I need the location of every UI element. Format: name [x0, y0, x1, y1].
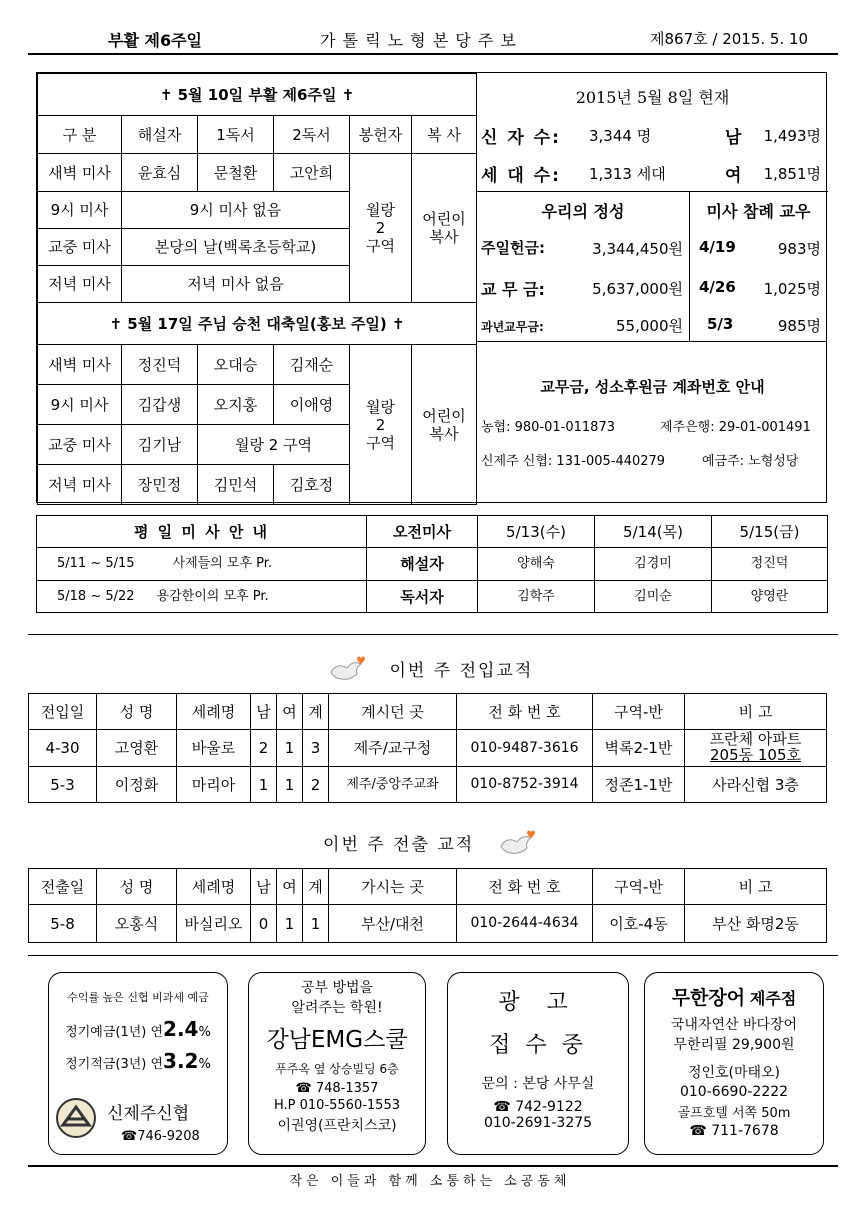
ad2-line1: 공부 방법을 [300, 980, 374, 996]
col-female: 여 [277, 694, 303, 730]
top-block [36, 72, 827, 503]
cell: 1 [303, 905, 329, 943]
table-row [29, 905, 827, 943]
ad4-tel2: ☎ 711-7678 [689, 1123, 779, 1139]
cell: 오지홍 [198, 385, 274, 425]
weekday-role-2: 독서자 [367, 581, 478, 613]
ad4-loc: 골프호텔 서쪽 50m [677, 1106, 791, 1121]
col-reading1: 1독서 [198, 116, 274, 154]
ad2-hp: H.P 010-5560-1553 [273, 1098, 400, 1113]
offering-past-label: 과년교무금: [481, 320, 544, 334]
offering-sunday-label: 주일헌금: [481, 239, 545, 257]
col-offering: 봉헌자 [350, 116, 412, 154]
male-value: 1,493명 [763, 127, 821, 145]
section-rule [28, 634, 838, 635]
col-district: 구역-반 [593, 694, 685, 730]
credit-union-logo-icon [55, 1097, 97, 1143]
attend-date-2: 4/26 [699, 278, 736, 296]
stats-divider [477, 191, 828, 192]
mass-9am: 9시 미사 [38, 385, 122, 425]
col-district: 구역-반 [593, 869, 685, 905]
transfer-in-heading [0, 652, 860, 690]
account-title: 교무금, 성소후원금 계좌번호 안내 [540, 378, 765, 396]
account-nh: 농협: 980-01-011873 [481, 420, 615, 435]
cell: 김기남 [122, 425, 198, 465]
attendance-title: 미사 참례 교우 [706, 202, 811, 221]
footer-slogan: 작은 이들과 함께 소통하는 소공동체 [289, 1174, 571, 1189]
stats-date: 2015년 5월 8일 현재 [575, 88, 730, 107]
weekday-date-2: 5/14(목) [595, 516, 712, 548]
cell: 김호정 [274, 465, 350, 505]
offering-dues-value: 5,637,000원 [592, 280, 683, 298]
mass-main: 교중 미사 [38, 229, 122, 266]
cell: 김갑생 [122, 385, 198, 425]
transfer-in-title: 이번 주 전입교적 [389, 660, 534, 681]
offering-group: 월랑 2 구역 [350, 345, 412, 505]
ad3-tel: ☎ 742-9122 [493, 1099, 583, 1115]
ad3-contact: 문의 : 본당 사무실 [481, 1076, 595, 1092]
header-week: 부활 제6주일 [108, 31, 202, 50]
mass-dawn: 새벽 미사 [38, 345, 122, 385]
transfer-out-heading [0, 826, 860, 864]
transfer-out-table [28, 868, 827, 943]
col-commentator: 해설자 [122, 116, 198, 154]
cell: 1 [277, 905, 303, 943]
ad4-line2: 무한리필 29,900원 [673, 1037, 795, 1053]
members-label: 신 자 수: [481, 128, 561, 148]
schedule1-title: ✝ 5월 10일 부활 제6주일 ✝ [38, 74, 477, 116]
cell: 2 [251, 730, 277, 767]
footer-rule [28, 1165, 838, 1167]
cell: 바울로 [177, 730, 251, 767]
cell: 9시 미사 없음 [122, 192, 350, 229]
attend-date-1: 4/19 [699, 238, 736, 256]
ad3-line1: 광 고 [498, 990, 578, 1015]
cell: 벽록2-1반 [593, 730, 685, 767]
cell: 이호-4동 [593, 905, 685, 943]
cell: 월랑 2 구역 [198, 425, 350, 465]
col-to: 가시는 곳 [329, 869, 457, 905]
ad4-line1: 국내자연산 바다장어 [670, 1017, 798, 1033]
cell: 이정화 [97, 767, 177, 803]
ad3-line2: 접 수 중 [489, 1033, 587, 1058]
col-male: 남 [251, 694, 277, 730]
households-value: 1,313 세대 [589, 165, 666, 183]
attend-count-3: 985명 [777, 317, 821, 335]
col-phone: 전 화 번 호 [457, 869, 593, 905]
ad3-tel2: 010-2691-3275 [483, 1115, 593, 1131]
ad2-addr: 푸주옥 옆 상승빌딩 6층 [275, 1062, 399, 1076]
ad1-line1: 정기예금(1년) 연2.4% [65, 1017, 211, 1041]
cell: 윤효심 [122, 154, 198, 192]
cell: 010-2644-4634 [457, 905, 593, 943]
transfer-out-title: 이번 주 전출 교적 [323, 834, 475, 855]
col-total: 계 [303, 694, 329, 730]
mass-main: 교중 미사 [38, 425, 122, 465]
cell: 바실리오 [177, 905, 251, 943]
col-phone: 전 화 번 호 [457, 694, 593, 730]
table-row [29, 767, 827, 803]
col-out-date: 전출일 [29, 869, 97, 905]
header-issue: 제867호 / 2015. 5. 10 [650, 30, 809, 48]
ad4-name: 무한장어 제주점 [671, 987, 797, 1009]
ad4-tel: 010-6690-2222 [679, 1084, 789, 1100]
ad1-line2: 정기적금(3년) 연3.2% [65, 1049, 211, 1073]
cell: 1 [251, 767, 277, 803]
weekday-morning: 오전미사 [367, 516, 478, 548]
cell: 제주/중앙주교좌 [329, 767, 457, 803]
cell: 정진덕 [712, 548, 828, 581]
col-baptism: 세례명 [177, 694, 251, 730]
cell: 김미순 [595, 581, 712, 613]
col-category: 구 분 [38, 116, 122, 154]
cell: 5-3 [29, 767, 97, 803]
weekday-row-1-group: 5/11 ~ 5/15 사제들의 모후 Pr. [37, 548, 367, 581]
mass-dawn: 새벽 미사 [38, 154, 122, 192]
schedule2-title: ✝ 5월 17일 주님 승천 대축일(홍보 주일) ✝ [38, 303, 477, 345]
cell: 문철환 [198, 154, 274, 192]
mass-evening: 저녁 미사 [38, 266, 122, 303]
cell: 오대승 [198, 345, 274, 385]
cell: 양해숙 [478, 548, 595, 581]
account-jeju: 제주은행: 29-01-001491 [660, 420, 811, 435]
cell: 프란체 아파트 205동 105호 [685, 730, 827, 767]
col-male: 남 [251, 869, 277, 905]
cell: 부산/대천 [329, 905, 457, 943]
header-title: 가 톨 릭 노 형 본 당 주 보 [320, 31, 517, 50]
cell: 김재순 [274, 345, 350, 385]
ad2-owner: 이권영(프란치스코) [277, 1118, 397, 1134]
altar-group: 어린이 복사 [412, 345, 477, 505]
table-row [29, 730, 827, 767]
cell: 010-9487-3616 [457, 730, 593, 767]
col-altar: 복 사 [412, 116, 477, 154]
col-name: 성 명 [97, 869, 177, 905]
cell: 오홍식 [97, 905, 177, 943]
ad2-tel: ☎ 748-1357 [295, 1081, 379, 1096]
cell: 본당의 날(백록초등학교) [122, 229, 350, 266]
offering-past-value: 55,000원 [616, 317, 683, 335]
ad2-line2: 알려주는 학원! [291, 1000, 383, 1016]
stats-panel [476, 73, 827, 341]
offering-group: 월랑 2 구역 [350, 154, 412, 303]
col-total: 계 [303, 869, 329, 905]
female-value: 1,851명 [763, 165, 821, 183]
ad2-name: 강남EMG스쿨 [266, 1027, 408, 1053]
attend-date-3: 5/3 [707, 315, 734, 333]
attend-count-1: 983명 [777, 240, 821, 258]
account-holder: 예금주: 노형성당 [702, 454, 799, 469]
cell: 마리아 [177, 767, 251, 803]
ad-eel-restaurant [644, 972, 824, 1155]
col-note: 비 고 [685, 869, 827, 905]
cell: 2 [303, 767, 329, 803]
col-reading2: 2독서 [274, 116, 350, 154]
households-label: 세 대 수: [481, 166, 561, 186]
weekday-row-2-group: 5/18 ~ 5/22 용감한이의 모후 Pr. [37, 581, 367, 613]
account-shinhyup: 신제주 신협: 131-005-440279 [481, 454, 666, 469]
cell: 고영환 [97, 730, 177, 767]
cell: 양영란 [712, 581, 828, 613]
female-label: 여 [725, 166, 742, 186]
cell: 3 [303, 730, 329, 767]
col-note: 비 고 [685, 694, 827, 730]
cell: 1 [277, 730, 303, 767]
cell: 0 [251, 905, 277, 943]
transfer-in-table [28, 693, 827, 803]
sunday-schedule [37, 73, 477, 505]
cell: 장민정 [122, 465, 198, 505]
dove-icon [497, 826, 537, 864]
cell: 부산 화명2동 [685, 905, 827, 943]
cell: 4-30 [29, 730, 97, 767]
cell: 김민석 [198, 465, 274, 505]
ad1-tel: ☎746-9208 [121, 1129, 200, 1144]
offering-dues-label: 교 무 금: [481, 280, 545, 299]
col-baptism: 세례명 [177, 869, 251, 905]
header-rule [28, 53, 838, 55]
cell: 5-8 [29, 905, 97, 943]
ad4-owner: 정인호(마태오) [687, 1065, 781, 1081]
ad-credit-union [48, 972, 228, 1155]
ad1-name: 신제주신협 [107, 1104, 190, 1124]
cell: 정진덕 [122, 345, 198, 385]
mass-evening: 저녁 미사 [38, 465, 122, 505]
ad-academy [248, 972, 426, 1155]
cell: 010-8752-3914 [457, 767, 593, 803]
weekday-title: 평 일 미 사 안 내 [37, 516, 367, 548]
mass-9am: 9시 미사 [38, 192, 122, 229]
cell: 사라신협 3층 [685, 767, 827, 803]
cell: 정존1-1반 [593, 767, 685, 803]
offering-title: 우리의 정성 [541, 202, 625, 221]
cell: 고안희 [274, 154, 350, 192]
col-in-date: 전입일 [29, 694, 97, 730]
male-label: 남 [725, 128, 742, 148]
cell: 이애영 [274, 385, 350, 425]
offering-sunday-value: 3,344,450원 [592, 240, 683, 258]
attend-count-2: 1,025명 [763, 280, 821, 298]
dove-icon [327, 652, 367, 690]
section-rule [28, 955, 838, 956]
cell: 1 [277, 767, 303, 803]
cell: 김경미 [595, 548, 712, 581]
ad1-tag: 수익률 높은 신협 비과세 예금 [67, 991, 209, 1004]
weekday-mass-table [36, 515, 828, 613]
weekday-date-3: 5/15(금) [712, 516, 828, 548]
col-name: 성 명 [97, 694, 177, 730]
col-from: 계시던 곳 [329, 694, 457, 730]
cell: 김학주 [478, 581, 595, 613]
ad-space [447, 972, 629, 1155]
cell: 제주/교구청 [329, 730, 457, 767]
weekday-role-1: 해설자 [367, 548, 478, 581]
altar-group: 어린이 복사 [412, 154, 477, 303]
cell: 저녁 미사 없음 [122, 266, 350, 303]
col-female: 여 [277, 869, 303, 905]
account-panel [476, 341, 827, 503]
weekday-date-1: 5/13(수) [478, 516, 595, 548]
members-value: 3,344 명 [589, 127, 652, 145]
